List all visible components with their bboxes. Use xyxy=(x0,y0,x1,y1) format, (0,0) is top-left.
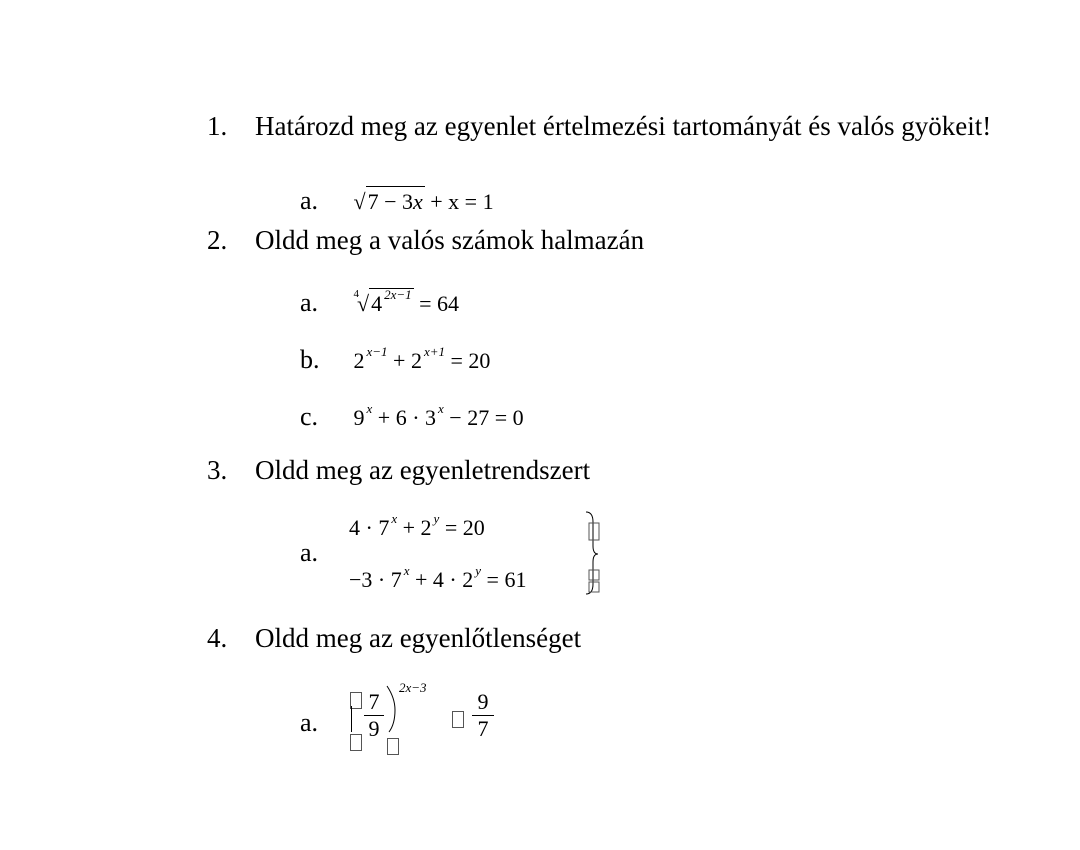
problem-2 xyxy=(207,227,644,254)
problem-text: Oldd meg az egyenlőtlenséget xyxy=(255,623,582,653)
problem-2-part-c xyxy=(300,401,524,431)
problem-number: 3. xyxy=(207,455,228,485)
system-equation-1: 4 · 7 $^x$ + 2 $^y$ = 20 xyxy=(349,511,485,540)
problem-3 xyxy=(207,457,590,484)
problem-2-part-a xyxy=(300,287,460,317)
right-fraction: 9 7 xyxy=(472,690,494,741)
missing-glyph-icon xyxy=(387,738,399,755)
exponent: 2x−3 xyxy=(399,680,427,695)
missing-glyph-icon xyxy=(452,711,464,728)
part-label: a. xyxy=(300,288,319,317)
equation: 9 $^x$ + 6 · 3 $^x$ − 27 = 0 xyxy=(353,401,524,430)
equation: $^4$√4 $^{2x-1}$ = 64 xyxy=(353,287,460,316)
equation: √7 − 3x + x = 1 xyxy=(348,189,494,214)
problem-number: 2. xyxy=(207,225,228,255)
problem-number: 4. xyxy=(207,623,228,653)
problem-text: Oldd meg az egyenletrendszert xyxy=(255,455,591,485)
problem-4-part-a-label: a. xyxy=(300,708,319,737)
problem-1-part-a xyxy=(300,188,494,214)
problem-3-part-a-label: a. xyxy=(300,538,319,567)
system-equation-2: −3 · 7 $^x$ + 4 · 2 $^y$ = 61 xyxy=(349,563,527,592)
problem-4 xyxy=(207,625,581,652)
right-brace-icon xyxy=(584,508,604,598)
equation: 2 $^{x-1}$ + 2 $^{x+1}$ = 20 xyxy=(353,344,491,373)
problem-2-part-b xyxy=(300,344,491,374)
part-label: c. xyxy=(300,402,319,431)
missing-glyph-icon xyxy=(350,734,362,751)
part-label: a. xyxy=(300,186,319,215)
part-label: b. xyxy=(300,345,320,374)
problem-number: 1. xyxy=(207,111,228,141)
fraction: 7 9 xyxy=(364,690,384,741)
problem-text: Határozd meg az egyenlet értelmezési tartományát és valós gyökeit! xyxy=(255,111,992,141)
problem-1 xyxy=(207,113,991,140)
sqrt-radical: √7 − 3x xyxy=(354,191,425,213)
problem-text: Oldd meg a valós számok halmazán xyxy=(255,225,645,255)
